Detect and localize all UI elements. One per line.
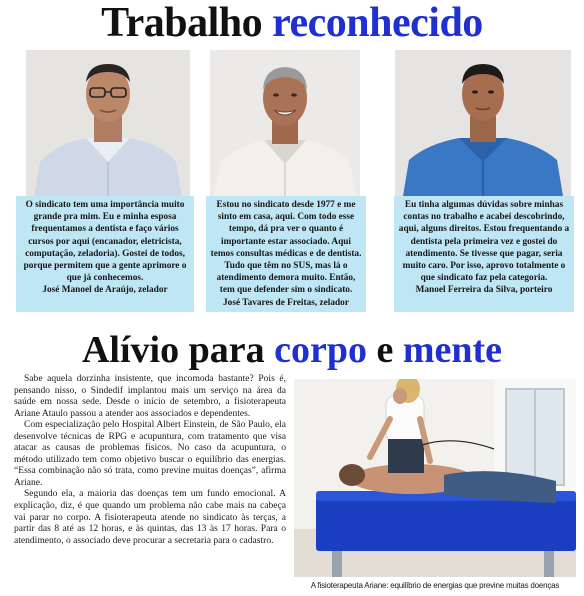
testimonial-box-2 bbox=[206, 196, 366, 312]
article-paragraph: Com especialização pelo Hospital Albert Einstein, de São Paulo, ela desenvolve técnicas de RPG e acupuntura, com tratamento que visa atacar as causas de problemas físicos. No caso da acupuntura, o método utilizado tem como objetivo buscar o equilíbrio das energias. “Essa combinação não só trata, como previne muitas doenças”, afirma Ariane. bbox=[14, 419, 286, 488]
testimonial-box-1 bbox=[16, 196, 194, 312]
headline1-part1: Trabalho bbox=[101, 0, 263, 46]
portrait-manoel-ferreira-photo bbox=[395, 50, 571, 196]
article-paragraph: Segundo ela, a maioria das doenças tem um fundo emocional. A explicação, diz, é que quando um problema não cabe mais na cabeça vai parar no corpo. A fisioterapeuta atende no sindicato às terças, a partir das 8 até as 12 horas, e às quintas, das 13 às 17 horas. Para o atendimento, o associado deve procurar a secretaria para o cadastro. bbox=[14, 488, 286, 546]
testimonial-quote: O sindicato tem uma importância muito grande pra mim. Eu e minha esposa frequentamos a dentista e faço vários cursos por aqui (encanador, eletricista, computação, zeladoria). Gostei de todos, porque permitem que a gente aprimore o que já conhecemos. bbox=[23, 200, 187, 284]
portrait-jose-manoel-photo bbox=[26, 50, 190, 196]
testimonial-author: José Manoel de Araújo, zelador bbox=[42, 285, 168, 296]
testimonial-author: José Tavares de Freitas, zelador bbox=[223, 297, 349, 308]
headline2-word: Alívio bbox=[81, 329, 180, 371]
headline1-part2: reconhecido bbox=[272, 0, 483, 46]
photo-caption: A fisioterapeuta Ariane: equilíbrio de energias que previne muitas doenças bbox=[310, 581, 560, 590]
headline-alivio-para-corpo-e-mente bbox=[0, 328, 584, 372]
headline2-word: corpo bbox=[274, 329, 367, 371]
testimonial-quote: Eu tinha algumas dúvidas sobre minhas contas no trabalho e acabei descobrindo, aqui, alguns direitos. Estou frequentando a dentista pela primeira vez e gostei do atendimento. Se tivesse que pagar, seria muito caro. Por isso, aprovo totalmente o que sindicato faz pela categoria. bbox=[398, 200, 570, 284]
testimonial-quote: Estou no sindicato desde 1977 e me sinto em casa, aqui. Com todo esse tempo, dá pra ver o quanto é importante estar associado. Aqui temos consultas médicas e de dentista. Tudo que têm no SUS, mas lá o atendimento demora muito. Então, tem que defender sim o sindicato. bbox=[210, 200, 362, 296]
headline2-word: e bbox=[376, 329, 394, 371]
headline2-word: mente bbox=[402, 329, 503, 371]
portrait-jose-tavares-photo bbox=[210, 50, 360, 196]
headline-trabalho-reconhecido bbox=[0, 0, 584, 46]
testimonial-box-3 bbox=[394, 196, 574, 312]
physiotherapy-treatment-photo bbox=[294, 379, 576, 577]
headline2-word: para bbox=[188, 329, 265, 371]
testimonial-author: Manoel Ferreira da Silva, porteiro bbox=[415, 285, 553, 296]
article-paragraph: Sabe aquela dorzinha insistente, que incomoda bastante? Pois é, pensando nisso, o Sindedif implantou mais um serviço na área da saúde em nossa sede. Desde o início de setembro, a fisioterapeuta Ariane Ataulo passou a atender aos associados e dependentes. bbox=[14, 373, 286, 419]
article-body bbox=[14, 373, 286, 591]
